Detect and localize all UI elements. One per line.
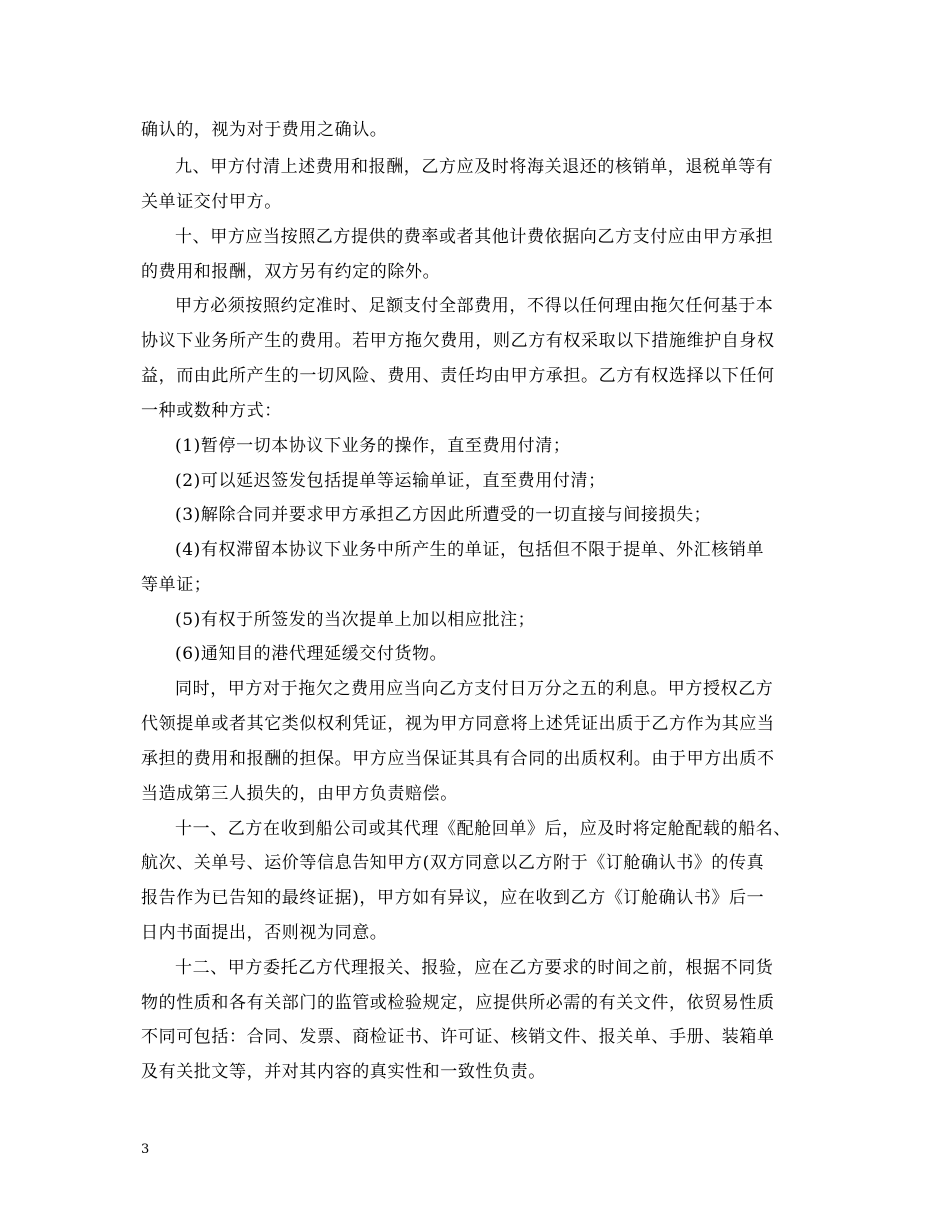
text-line: 十、甲方应当按照乙方提供的费率或者其他计费依据向乙方支付应由甲方承担 [175, 227, 774, 247]
text-line: 益，而由此所产生的一切风险、费用、责任均由甲方承担。乙方有权选择以下任何 [141, 366, 775, 386]
text-line: 日内书面提出，否则视为同意。 [141, 923, 388, 943]
text-line: 等单证； [141, 575, 212, 595]
text-line: 十一、乙方在收到船公司或其代理《配舱回单》后，应及时将定舱配载的船名、 [175, 819, 791, 839]
text-line: 不同可包括：合同、发票、商检证书、许可证、核销文件、报关单、手册、装箱单 [141, 1027, 775, 1047]
page-number: 3 [141, 1142, 150, 1157]
text-line: 代领提单或者其它类似权利凭证，视为甲方同意将上述凭证出质于乙方作为其应当 [141, 714, 775, 734]
text-line: (1)暂停一切本协议下业务的操作，直至费用付清； [175, 436, 571, 456]
text-line: 报告作为已告知的最终证据)，甲方如有异议，应在收到乙方《订舱确认书》后一 [141, 888, 765, 908]
text-line: (6)通知目的港代理延缓交付货物。 [175, 644, 448, 664]
text-line: (3)解除合同并要求甲方承担乙方因此所遭受的一切直接与间接损失； [175, 505, 712, 525]
text-line: 甲方必须按照约定准时、足额支付全部费用，不得以任何理由拖欠任何基于本 [175, 296, 774, 316]
text-line: 航次、关单号、运价等信息告知甲方(双方同意以乙方附于《订舱确认书》的传真 [141, 853, 765, 873]
text-line: (2)可以延迟签发包括提单等运输单证，直至费用付清； [175, 471, 606, 491]
text-line: (4)有权滞留本协议下业务中所产生的单证，包括但不限于提单、外汇核销单 [175, 540, 765, 560]
text-line: 的费用和报酬，双方另有约定的除外。 [141, 262, 441, 282]
text-line: 当造成第三人损失的，由甲方负责赔偿。 [141, 784, 458, 804]
text-line: 一种或数种方式： [141, 401, 282, 421]
text-line: 同时，甲方对于拖欠之费用应当向乙方支付日万分之五的利息。甲方授权乙方 [175, 679, 774, 699]
text-line: 九、甲方付清上述费用和报酬，乙方应及时将海关退还的核销单，退税单等有 [175, 157, 774, 177]
text-line: 物的性质和各有关部门的监管或检验规定，应提供所必需的有关文件，依贸易性质 [141, 993, 775, 1013]
text-line: 确认的，视为对于费用之确认。 [141, 120, 388, 140]
text-line: 及有关批文等，并对其内容的真实性和一致性负责。 [141, 1062, 546, 1082]
text-line: 关单证交付甲方。 [141, 192, 282, 212]
text-line: 十二、甲方委托乙方代理报关、报验，应在乙方要求的时间之前，根据不同货 [175, 958, 774, 978]
text-line: 承担的费用和报酬的担保。甲方应当保证其具有合同的出质权利。由于甲方出质不 [141, 749, 775, 769]
text-line: 协议下业务所产生的费用。若甲方拖欠费用，则乙方有权采取以下措施维护自身权 [141, 331, 775, 351]
text-line: (5)有权于所签发的当次提单上加以相应批注； [175, 610, 536, 630]
